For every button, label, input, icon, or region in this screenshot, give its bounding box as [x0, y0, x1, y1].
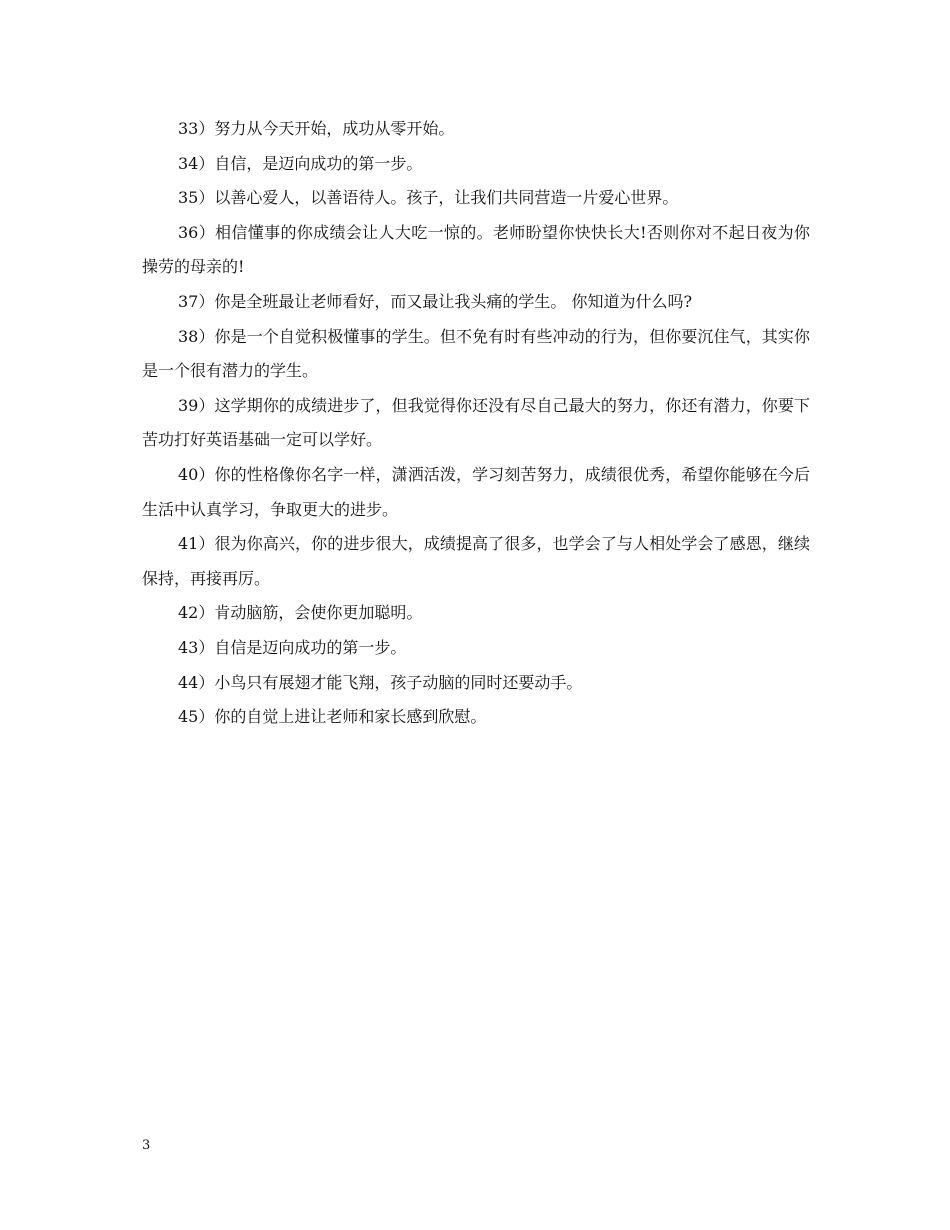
paragraph-35: 35）以善心爱人，以善语待人。孩子，让我们共同营造一片爱心世界。 — [178, 188, 679, 208]
paragraph-36: 36）相信懂事的你成绩会让人大吃一惊的。老师盼望你快快长大!否则你对不起日夜为你操劳的母亲的! — [142, 222, 810, 277]
paragraph-41: 41）很为你高兴，你的进步很大，成绩提高了很多，也学会了与人相处学会了感恩，继续保持，再接再厉。 — [142, 534, 810, 588]
paragraph-37: 37）你是全班最让老师看好，而又最让我头痛的学生。 你知道为什么吗? — [178, 291, 693, 311]
paragraph-34: 34）自信，是迈向成功的第一步。 — [178, 153, 423, 173]
paragraph-45: 45）你的自觉上进让老师和家长感到欣慰。 — [178, 707, 487, 727]
paragraph-43: 43）自信是迈向成功的第一步。 — [178, 637, 407, 657]
paragraph-42: 42）肯动脑筋，会使你更加聪明。 — [178, 603, 423, 623]
paragraph-38: 38）你是一个自觉积极懂事的学生。但不免有时有些冲动的行为，但你要沉住气，其实你是一个很有潜力的学生。 — [142, 326, 810, 381]
paragraph-44: 44）小鸟只有展翅才能飞翔，孩子动脑的同时还要动手。 — [178, 672, 583, 692]
page-number: 3 — [142, 1138, 151, 1153]
paragraph-39: 39）这学期你的成绩进步了，但我觉得你还没有尽自己最大的努力，你还有潜力，你要下苦功打好英语基础一定可以学好。 — [142, 395, 810, 450]
paragraph-33: 33）努力从今天开始，成功从零开始。 — [178, 119, 455, 138]
paragraph-40: 40）你的性格像你名字一样，潇洒活泼，学习刻苦努力，成绩很优秀，希望你能够在今后生活中认真学习，争取更大的进步。 — [142, 464, 810, 519]
document-body — [142, 112, 810, 735]
